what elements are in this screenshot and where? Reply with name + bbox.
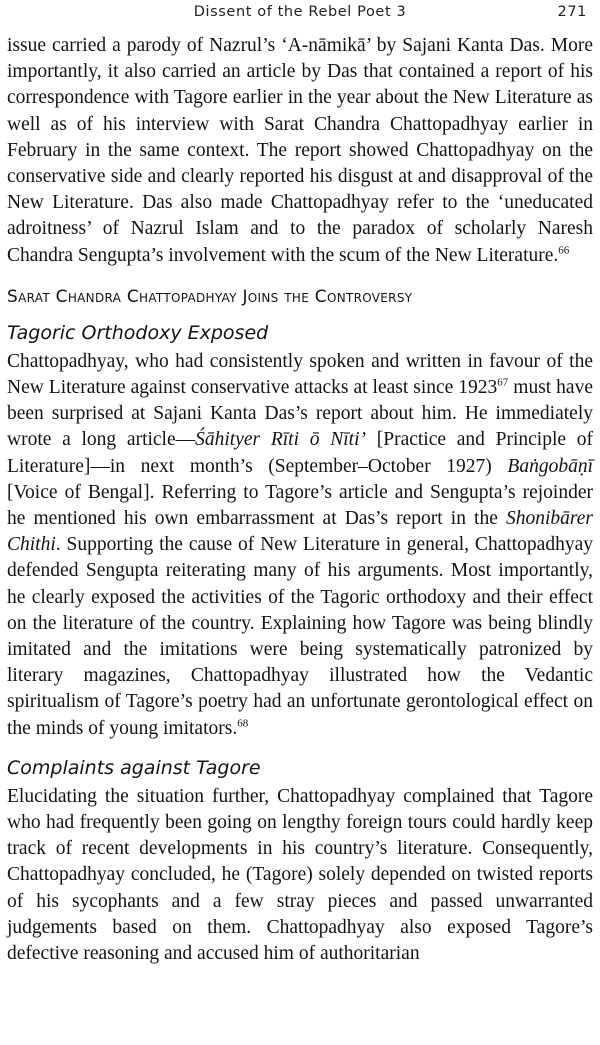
text-run: must have been surprised at Sajani Kanta Das’s report about him. He immediately wrote a long article— — [7, 377, 593, 451]
section-heading: Sarat Chandra Chattopadhyay Joins the Controversy — [7, 286, 413, 307]
subsection-heading-complaints: Complaints against Tagore — [7, 756, 261, 779]
running-title: Dissent of the Rebel Poet 3 — [193, 4, 407, 20]
footnote-ref-67: 67 — [497, 376, 509, 389]
text-run: [Voice of Bengal]. Referring to Tagore’s article and Sengupta’s rejoinder he mentioned his own embarrassment at Das’s report in the — [7, 481, 593, 530]
text-run: [Practice and Principle of Literature]—in next month’s (September–October 1927) — [7, 429, 594, 477]
title-sahityer-riti: Śāhityer Rīti ō Nīti’ — [195, 429, 366, 451]
footnote-ref-66: 66 — [558, 244, 570, 257]
text-run: Chattopadhyay, who had consistently spoken and written in favour of the New Literature against conservative attacks at least since 1923 — [7, 350, 593, 399]
running-head — [7, 0, 593, 26]
footnote-ref-68: 68 — [237, 717, 249, 730]
page-number: 271 — [557, 4, 587, 20]
title-bangobani: Baṅgobāṇī — [507, 455, 593, 477]
text-run: . Supporting the cause of New Literature in general, Chattopadhyay defended Sengupta reiterating many of his arguments. Most importantly, he clearly exposed the activities of the Tagoric orthodoxy and their effect on the literature of the country. Explaining how Tagore was being blindly imitated and the imitations were being systematically patronized by literary magazines, Chattopadhyay illustrated how the Vedantic spiritualism of Tagore’s poetry had an unfortunate gerontological effect on the minds of young imitators. — [7, 534, 593, 739]
title-shonibarer-chithi: Shonibārer Chithi — [7, 508, 593, 556]
paragraph-text: issue carried a parody of Nazrul’s ‘A-nāmikā’ by Sajani Kanta Das. More importantly, it also carried an article by Das that contained a report of his correspondence with Tagore earlier in the year about the New Literature as well as of his interview with Sarat Chandra Chattopadhyay earlier in February in the same context. The report showed Chattopadhyay on the conservative side and clearly reported his disgust at and disapproval of the New Literature. Das also made Chattopadhyay refer to the ‘uneducated adroitness’ of Nazrul Islam and to the paradox of scholarly Naresh Chandra Sengupta’s involvement with the scum of the New Literature. — [7, 35, 593, 266]
subsection-heading-orthodoxy: Tagoric Orthodoxy Exposed — [7, 321, 269, 344]
paragraph-chattopadhyay — [7, 349, 593, 742]
paragraph-complaints — [7, 784, 593, 967]
paragraph-continued — [7, 33, 593, 269]
paragraph-text: Elucidating the situation further, Chattopadhyay complained that Tagore who had frequently been going on lengthy foreign tours could hardly keep track of recent developments in his country’s literature. Consequently, Chattopadhyay concluded, he (Tagore) solely depended on twisted reports of his sycophants and a few stray pieces and passed unwarranted judgements based on them. Chattopadhyay also exposed Tagore’s defective reasoning and accused him of authoritarian — [7, 785, 593, 965]
